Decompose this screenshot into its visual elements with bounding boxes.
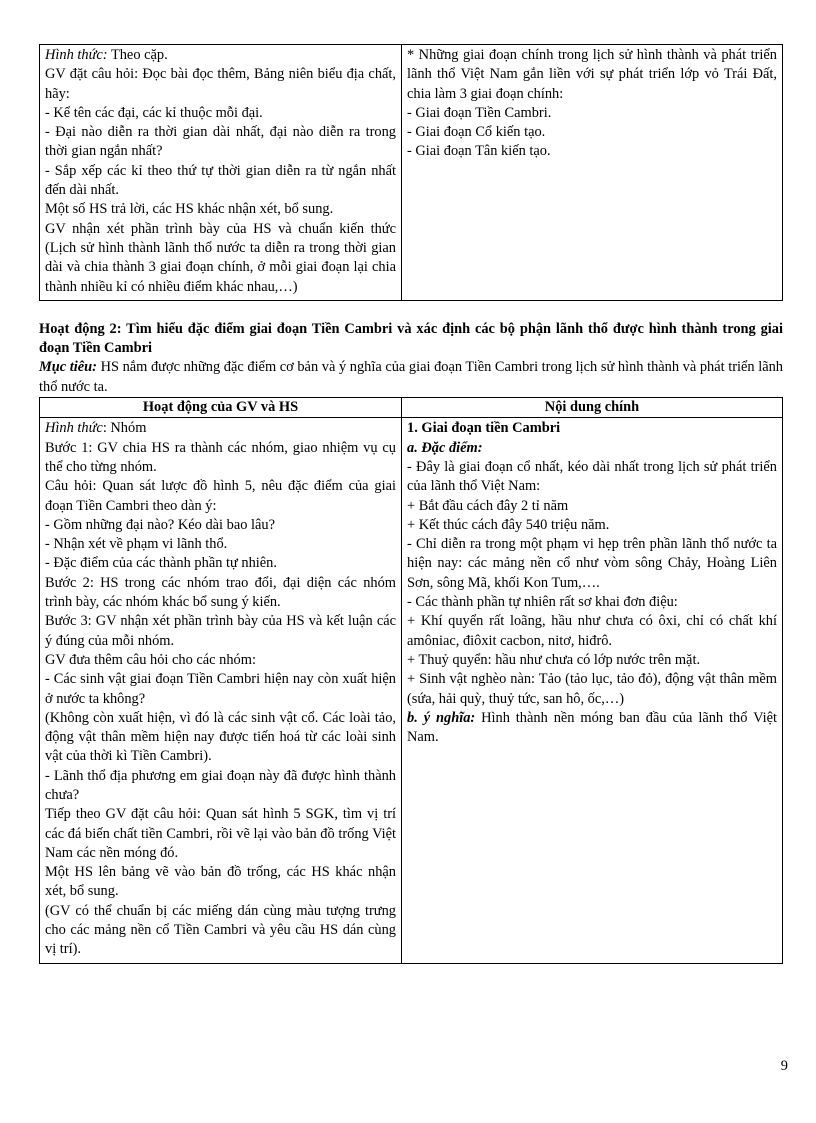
text-line: - Các thành phần tự nhiên rất sơ khai đơn điệu: bbox=[407, 594, 678, 611]
section-title: 1. Giai đoạn tiền Cambri bbox=[407, 420, 561, 437]
activity-2-right-cell bbox=[402, 418, 783, 963]
text-line: GV nhận xét phần trình bày của HS và chuẩn kiến thức (Lịch sử hình thành lãnh thổ nước ta diễn ra trong thời gian dài và chia thành 3 giai đoạn chính, ở mỗi giai đoạn lại chia thành nhiều kỉ có nhiều điểm khác nhau,…) bbox=[45, 220, 396, 295]
text-line: - Đặc điểm của các thành phần tự nhiên. bbox=[45, 555, 277, 572]
text-line: Tiếp theo GV đặt câu hỏi: Quan sát hình 5 SGK, tìm vị trí các đá biến chất tiền Cambri, rồi vẽ lại vào bản đồ trống Việt Nam các nền móng đó. bbox=[45, 806, 396, 861]
form-label: Hình thức bbox=[45, 420, 103, 437]
text-line: - Đại nào diễn ra thời gian dài nhất, đại nào diễn ra trong thời gian ngắn nhất? bbox=[45, 124, 396, 160]
text-line: Bước 3: GV nhận xét phần trình bày của HS và kết luận các ý đúng của mỗi nhóm. bbox=[45, 613, 396, 649]
text-line: - Lãnh thổ địa phương em giai đoạn này đã được hình thành chưa? bbox=[45, 767, 396, 803]
form-value: : Nhóm bbox=[102, 420, 147, 437]
form-label: Hình thức: bbox=[45, 47, 108, 63]
text-line: + Khí quyển rất loãng, hầu như chưa có ôxi, chỉ có chất khí amôniac, điôxit cacbon, nitơ, hiđrô. bbox=[407, 613, 777, 649]
text-line: + Thuỷ quyển: hầu như chưa có lớp nước trên mặt. bbox=[407, 651, 701, 668]
text-line: - Giai đoạn Cổ kiến tạo. bbox=[407, 124, 546, 141]
text-line: + Sinh vật nghèo nàn: Tảo (tảo lục, tảo đỏ), động vật thân mềm (sứa, hải quỳ, thuỷ tức, san hô, ốc,…) bbox=[407, 671, 777, 707]
text-line: GV đưa thêm câu hỏi cho các nhóm: bbox=[45, 651, 256, 668]
document-page bbox=[39, 44, 783, 964]
text-line: - Giai đoạn Tiền Cambri. bbox=[407, 104, 552, 121]
subsection-b-label: b. ý nghĩa: bbox=[407, 709, 476, 726]
text-line: (Không còn xuất hiện, vì đó là các sinh vật cổ. Các loài tảo, động vật thân mềm hiện nay được tiến hoá từ các loài sinh vật của thời kì Tiền Cambri). bbox=[45, 709, 396, 765]
activity-1-table bbox=[39, 44, 783, 301]
text-line: * Những giai đoạn chính trong lịch sử hình thành và phát triển lãnh thổ Việt Nam gắn liền với sự phát triển lớp vỏ Trái Đất, chia làm 3 giai đoạn chính: bbox=[407, 47, 777, 102]
text-line: + Kết thúc cách đây 540 triệu năm. bbox=[407, 516, 610, 533]
text-line: - Gồm những đại nào? Kéo dài bao lâu? bbox=[45, 516, 275, 533]
subsection-a-label: a. Đặc điểm: bbox=[407, 439, 483, 456]
page-number: 9 bbox=[780, 1058, 788, 1074]
text-line: Bước 2: HS trong các nhóm trao đổi, đại diện các nhóm trình bày, các nhóm khác bổ sung ý kiến. bbox=[45, 574, 396, 611]
activity-2-header bbox=[39, 320, 783, 397]
activity-2-table bbox=[39, 397, 783, 964]
form-value: Theo cặp. bbox=[107, 47, 168, 63]
text-line: - Kể tên các đại, các kỉ thuộc mỗi đại. bbox=[45, 104, 263, 121]
text-line: - Chỉ diễn ra trong một phạm vi hẹp trên phần lãnh thổ nước ta hiện nay: các mảng nền cổ như vòm sông Chảy, Hoàng Liên Sơn, sông Mã, khối Kon Tum,…. bbox=[407, 536, 777, 591]
column-header: Nội dung chính bbox=[402, 398, 783, 418]
text-line: Bước 1: GV chia HS ra thành các nhóm, giao nhiệm vụ cụ thể cho từng nhóm. bbox=[45, 439, 396, 475]
activity-2-goal: Mục tiêu: HS nắm được những đặc điểm cơ bản và ý nghĩa của giai đoạn Tiền Cambri trong lịch sử hình thành và phát triển lãnh thổ nước ta. bbox=[39, 359, 783, 395]
activity-2-left-cell bbox=[40, 418, 402, 963]
text-line: - Đây là giai đoạn cổ nhất, kéo dài nhất trong lịch sử phát triển của lãnh thổ Việt Nam: bbox=[407, 458, 777, 495]
activity-1-right-cell bbox=[402, 45, 783, 301]
text-line: - Sắp xếp các kỉ theo thứ tự thời gian diễn ra từ ngắn nhất đến dài nhất. bbox=[45, 162, 396, 199]
text-line: Một HS lên bảng vẽ vào bản đồ trống, các HS khác nhận xét, bổ sung. bbox=[45, 864, 396, 900]
text-line: + Bắt đầu cách đây 2 tỉ năm bbox=[407, 497, 569, 514]
text-line: Một số HS trả lời, các HS khác nhận xét, bổ sung. bbox=[45, 201, 334, 218]
text-line: (GV có thể chuẩn bị các miếng dán cùng màu tượng trưng cho các mảng nền cổ Tiền Cambri và yêu cầu HS dán cùng vị trí). bbox=[45, 902, 396, 958]
text-line: - Các sinh vật giai đoạn Tiền Cambri hiện nay còn xuất hiện ở nước ta không? bbox=[45, 671, 396, 707]
subsection-b-text: Hình thành nền móng ban đầu của lãnh thổ Việt Nam. bbox=[407, 709, 777, 746]
text-line: - Nhận xét về phạm vi lãnh thổ. bbox=[45, 536, 228, 553]
activity-2-title: Hoạt động 2: Tìm hiểu đặc điểm giai đoạn Tiền Cambri và xác định các bộ phận lãnh thổ được hình thành trong giai đoạn Tiền Cambri bbox=[39, 320, 783, 357]
text-line: GV đặt câu hỏi: Đọc bài đọc thêm, Bảng niên biểu địa chất, hãy: bbox=[45, 66, 396, 102]
text-line: Câu hỏi: Quan sát lược đồ hình 5, nêu đặc điểm của giai đoạn Tiền Cambri theo dàn ý: bbox=[45, 478, 396, 514]
activity-1-left-cell bbox=[40, 45, 402, 301]
text-line: - Giai đoạn Tân kiến tạo. bbox=[407, 143, 551, 160]
column-header: Hoạt động của GV và HS bbox=[40, 398, 402, 418]
